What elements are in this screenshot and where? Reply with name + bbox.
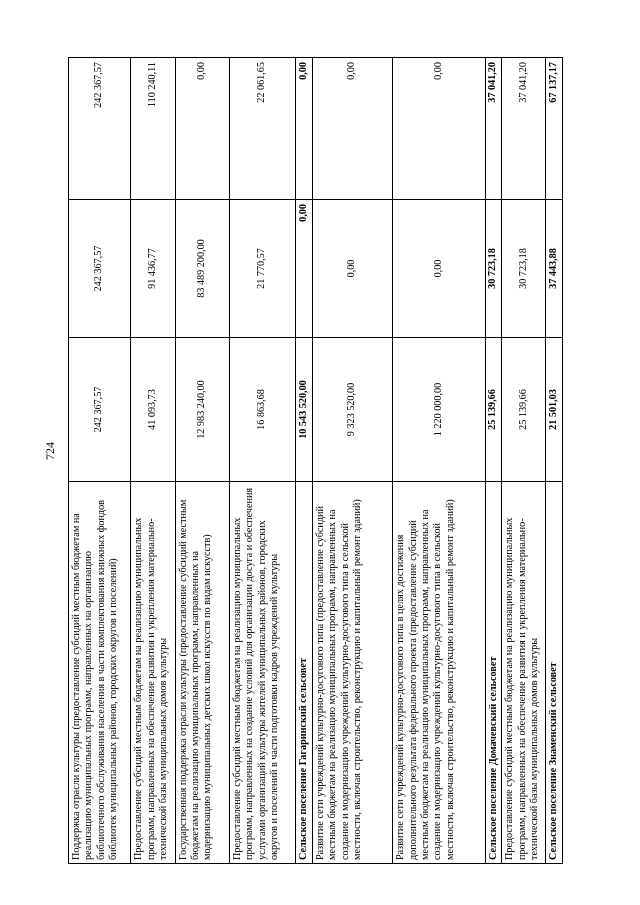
row-value-3: 0,00	[175, 58, 229, 200]
row-value-1: 21 501,03	[546, 338, 563, 482]
row-label: Сельское поселение Домачевский сельсовет	[485, 482, 501, 864]
row-value-3: 0,00	[312, 58, 392, 200]
row-value-2: 21 770,57	[229, 200, 295, 338]
table-row	[229, 58, 295, 864]
table-row	[175, 58, 229, 864]
row-value-3: 37 041,20	[485, 58, 501, 200]
row-value-2: 91 436,77	[131, 200, 175, 338]
page-number: 724	[43, 442, 57, 460]
table-row	[502, 58, 546, 864]
row-label: Развитие сети учреждений культурно-досугового типа в целях достижения дополнительного результата федерального проекта (предоставление субсидий местным бюджетам на реализацию муниципальных программ, направленных на создание и модернизацию учреждений культурно-досугового типа в сельской местности, включая строительство, реконструкцию и капитальный ремонт зданий)	[393, 482, 486, 864]
row-label: Поддержка отрасли культуры (предоставление субсидий местным бюджетам на реализацию муниципальных программ, направленных на организацию библиотечного обслуживания населения в части комплектования книжных фондов библиотек муниципальных районов, городских округов и поселений)	[69, 482, 131, 864]
row-value-1: 25 139,66	[485, 338, 501, 482]
row-value-2: 0,00	[296, 200, 312, 338]
row-value-3: 0,00	[393, 58, 486, 200]
row-value-2: 37 443,88	[546, 200, 563, 338]
row-value-2: 83 489 200,00	[175, 200, 229, 338]
rotated-table-container	[68, 58, 563, 864]
row-value-2: 0,00	[393, 200, 486, 338]
row-label: Предоставление субсидий местным бюджетам на реализацию муниципальных программ, направленных на обеспечение развития и укрепления материально-технической базы муниципальных домов культуры	[502, 482, 546, 864]
row-value-3: 242 367,57	[69, 58, 131, 200]
budget-table	[68, 57, 563, 864]
row-value-1: 25 139,66	[502, 338, 546, 482]
row-value-1: 41 093,73	[131, 338, 175, 482]
table-row	[312, 58, 392, 864]
row-label: Государственная поддержка отрасли культуры (предоставление субсидий местным бюджетам на реализацию муниципальных программ, направленных на модернизацию муниципальных детских школ искусств по видам искусств)	[175, 482, 229, 864]
row-value-2: 0,00	[312, 200, 392, 338]
row-value-3: 110 240,11	[131, 58, 175, 200]
table-row	[393, 58, 486, 864]
budget-table-body	[69, 58, 563, 864]
table-row	[131, 58, 175, 864]
row-label: Предоставление субсидий местным бюджетам на реализацию муниципальных программ, направленных на обеспечение развития и укрепления материально-технической базы муниципальных домов культуры	[131, 482, 175, 864]
row-label: Развитие сети учреждений культурно-досугового типа (предоставление субсидий местным бюджетам на реализацию муниципальных программ, направленных на создание и модернизацию учреждений культурно-досугового типа в сельской местности, включая строительство, реконструкцию и капитальный ремонт зданий)	[312, 482, 392, 864]
row-value-3: 37 041,20	[502, 58, 546, 200]
table-row	[69, 58, 131, 864]
row-value-2: 30 723,18	[485, 200, 501, 338]
row-value-1: 10 543 520,00	[296, 338, 312, 482]
row-value-3: 67 137,17	[546, 58, 563, 200]
table-row	[485, 58, 501, 864]
row-value-1: 242 367,57	[69, 338, 131, 482]
row-value-1: 9 323 520,00	[312, 338, 392, 482]
row-value-3: 22 061,65	[229, 58, 295, 200]
row-value-2: 242 367,57	[69, 200, 131, 338]
row-label: Сельское поселение Знаменский сельсовет	[546, 482, 563, 864]
row-value-3: 0,00	[296, 58, 312, 200]
row-label: Предоставление субсидий местным бюджетам на реализацию муниципальных программ, направленных на создание условий для организации досуга и обеспечения услугами организаций культуры жителей муниципальных районов, городских округов и поселений в части подготовки кадров учреждений культуры	[229, 482, 295, 864]
row-value-1: 1 220 000,00	[393, 338, 486, 482]
row-value-2: 30 723,18	[502, 200, 546, 338]
table-row	[546, 58, 563, 864]
row-label: Сельское поселение Гагаринский сельсовет	[296, 482, 312, 864]
table-row	[296, 58, 312, 864]
row-value-1: 16 863,68	[229, 338, 295, 482]
budget-table-wrapper	[68, 58, 563, 864]
row-value-1: 12 983 240,00	[175, 338, 229, 482]
